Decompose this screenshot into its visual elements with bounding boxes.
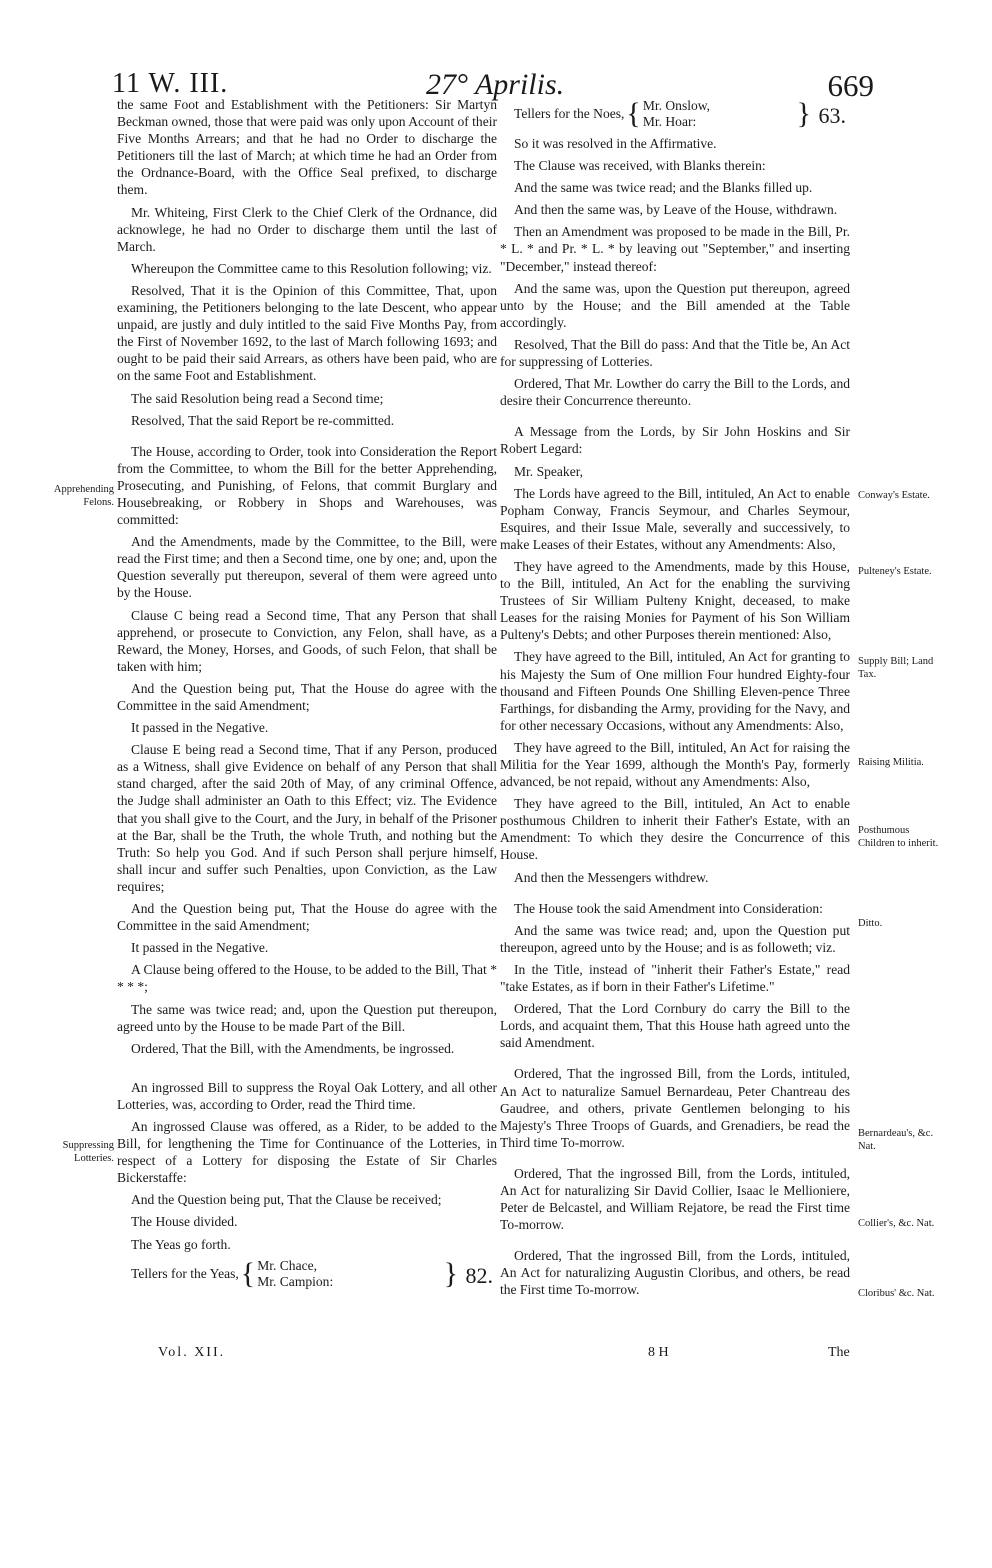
paragraph: And the same was, upon the Question put thereupon, agreed unto by the House; and the Bill amended at the Table accordingly. bbox=[500, 280, 850, 330]
paragraph: It passed in the Negative. bbox=[131, 940, 269, 956]
paragraph: They have agreed to the Bill, intituled, An Act for raising the Militia for the Year 1699, although the Month's Pay, formerly advanced, be not repaid, without any Amendments: Also, bbox=[500, 739, 850, 790]
paragraph: Resolved, That the said Report be re-committed. bbox=[131, 412, 395, 428]
paragraph: Ordered, That Mr. Lowther do carry the Bill to the Lords, and desire their Concurrence thereunto. bbox=[500, 376, 850, 409]
margin-note: Raising Militia. bbox=[858, 757, 924, 768]
margin-note: Supply Bill; Land Tax. bbox=[858, 656, 934, 680]
paragraph: A Message from the Lords, by Sir John Hoskins and Sir Robert Legard: bbox=[500, 424, 850, 457]
vote-count-value: 82. bbox=[465, 1262, 493, 1288]
vote-count-value: 63. bbox=[818, 103, 846, 128]
paragraph: And then the Messengers withdrew. bbox=[514, 869, 709, 885]
catchword: The bbox=[828, 1345, 850, 1360]
tellers-names bbox=[257, 1258, 333, 1290]
paragraph: And the Amendments, made by the Committee, to the Bill, were read the First time; and then a Second time, one by one; and, upon the Question severally put thereupon, several of them were agreed unto by the House. bbox=[117, 534, 497, 601]
paragraph: And the Question being put, That the House do agree with the Committee in the said Amendment; bbox=[117, 680, 497, 713]
paragraph: Resolved, That it is the Opinion of this Committee, That, upon examining, the Petitioners belonging to the late Descent, who appear unpaid, are justly and duly intitled to the said Five Months Pay, from the First of November 1692, to the last of March following 1693; and ought to be paid their said Arrears, as others have been paid, who are on the same Foot and Establishment. bbox=[117, 282, 497, 384]
paragraph: Ordered, That the Lord Cornbury do carry the Bill to the Lords, and acquaint them, That this House hath agreed unto the said Amendment. bbox=[500, 1001, 850, 1051]
paragraph: And the Question being put, That the Clause be received; bbox=[131, 1192, 442, 1208]
teller-name: Mr. Campion: bbox=[257, 1273, 334, 1289]
tellers-label: Tellers for the Noes, bbox=[514, 106, 625, 122]
teller-name: Mr. Chace, bbox=[257, 1257, 318, 1273]
margin-note: Pulteney's Estate. bbox=[858, 566, 932, 577]
margin-note: Conway's Estate. bbox=[858, 490, 930, 501]
margin-note: Ditto. bbox=[858, 918, 883, 929]
paragraph: An ingrossed Clause was offered, as a Rider, to be added to the Bill, for lengthening the Time for Continuance of the Lotteries, in respect of a Lottery for disposing the Estate of Sir Charles Bickerstaffe: bbox=[117, 1118, 497, 1186]
paragraph: The House took the said Amendment into Consideration: bbox=[514, 900, 823, 916]
paragraph: The said Resolution being read a Second time; bbox=[131, 390, 384, 406]
tellers-noes bbox=[500, 98, 850, 130]
paragraph: The House divided. bbox=[131, 1214, 238, 1230]
right-column bbox=[500, 96, 850, 1304]
paragraph: Mr. Whiteing, First Clerk to the Chief Clerk of the Ordnance, did acknowlege, he had no Order to discharge them until the last of March. bbox=[117, 204, 497, 254]
brace-glyph: } bbox=[796, 97, 811, 130]
margin-note: Posthumous Children to inherit. bbox=[858, 825, 939, 849]
paragraph: The Yeas go forth. bbox=[131, 1236, 231, 1252]
vote-count bbox=[442, 1256, 497, 1290]
vote-count bbox=[795, 99, 850, 129]
volume-label: Vol. XII. bbox=[158, 1345, 226, 1360]
paragraph: Ordered, That the ingrossed Bill, from the Lords, intituled, An Act for naturalizing Augustin Cloribus, and others, be read the First time To-morrow. bbox=[500, 1248, 850, 1298]
tellers-names bbox=[643, 98, 710, 130]
tellers-label: Tellers for the Yeas, bbox=[131, 1266, 239, 1282]
paragraph: Clause C being read a Second time, That any Person that shall apprehend, or prosecute to Conviction, any Felon, shall have, as a Reward, the Money, Horses, and Goods, of such Felon, that shall be taken with him; bbox=[117, 607, 497, 674]
teller-name: Mr. Onslow, bbox=[642, 98, 711, 113]
paragraph: Ordered, That the ingrossed Bill, from the Lords, intituled, An Act for naturalizing Sir David Collier, Isaac le Mellioniere, Peter de Belcastel, and William Rejatore, be read the First time To-morrow. bbox=[500, 1165, 850, 1233]
paragraph: And the Question being put, That the House do agree with the Committee in the said Amendment; bbox=[117, 901, 497, 934]
paragraph: The same was twice read; and, upon the Question put thereupon, agreed unto by the House to be made Part of the Bill. bbox=[117, 1001, 497, 1034]
margin-note: Cloribus' &c. Nat. bbox=[858, 1288, 935, 1299]
margin-note: Collier's, &c. Nat. bbox=[858, 1218, 935, 1229]
paragraph: In the Title, instead of "inherit their Father's Estate," read "take Estates, as if born in their Father's Lifetime." bbox=[500, 961, 850, 995]
paragraph: They have agreed to the Bill, intituled, An Act for granting to his Majesty the Sum of One million Four hundred Eighty-four thousand and Fifteen Pounds One Shilling Eleven-pence Three Farthings, for disbanding the Army, providing for the Navy, and for other necessary Occasions, without any Amendments: Also, bbox=[500, 649, 850, 733]
left-column bbox=[117, 96, 497, 1295]
running-head-date: 27° Aprilis. bbox=[426, 68, 565, 101]
paragraph: They have agreed to the Bill, intituled, An Act to enable posthumous Children to inherit their Father's Estate, with an Amendment: To which they desire the Concurrence of this House. bbox=[500, 796, 850, 863]
paragraph: And the same was twice read; and the Blanks filled up. bbox=[514, 180, 813, 196]
paragraph: the same Foot and Establishment with the Petitioners: Sir Martyn Beckman owned, those that were paid was only upon Account of their Five Months Arrears; and that he had no Order to discharge the Petitioners till the last of March; at which time he had an Order from the Ordnance-Board, with the Office Seal prefixed, to discharge them. bbox=[117, 97, 497, 198]
tellers-yeas bbox=[117, 1258, 497, 1290]
page-number: 669 bbox=[827, 68, 874, 103]
paragraph: Clause E being read a Second time, That if any Person, produced as a Witness, shall give Evidence on behalf of any Person that shall stand charged, after the said 20th of May, of any criminal Offence, the Judge shall administer an Oath to this Effect; viz. The Evidence that you shall give to the Court, and the Jury, in behalf of the Prisoner at the Bar, shall be the Truth, the whole Truth, and nothing but the Truth: So help you God. And if such Person shall perjure himself, shall incur and suffer such Penalties, upon Conviction, as the Law requires; bbox=[117, 742, 497, 894]
paragraph: They have agreed to the Amendments, made by this House, to the Bill, intituled, An Act for the enabling the surviving Trustees of Sir William Pulteny Knight, deceased, to make Leases for the raising Monies for Payment of his Son William Pulteny's Debts; and other Purposes therein mentioned: Also, bbox=[500, 558, 850, 643]
paragraph: The House, according to Order, took into Consideration the Report from the Committee, to whom the Bill for the better Apprehending, Prosecuting, and Punishing, of Felons, that commit Burglary and Housebreaking, or Robbery in Shops and Warehouses, was committed: bbox=[117, 443, 497, 528]
paragraph: Resolved, That the Bill do pass: And that the Title be, An Act for suppressing of Lotteries. bbox=[500, 336, 850, 370]
margin-note: Bernardeau's, &c. Nat. bbox=[858, 1128, 934, 1152]
paragraph: Ordered, That the ingrossed Bill, from the Lords, intituled, An Act to naturalize Samuel Bernardeau, Peter Chantreau des Gaudree, and others, private Gentlemen belonging to his Majesty's Three Troops of Guards, and Grenadiers, be read the Third time To-morrow. bbox=[500, 1066, 850, 1150]
paragraph: The Lords have agreed to the Bill, intituled, An Act to enable Popham Conway, Francis Seymour, and Charles Seymour, Esquires, and their Issue Male, severally and successively, to make Leases of their Estates, without any Amendments: Also, bbox=[500, 485, 850, 552]
margin-note: Suppressing Lotteries. bbox=[62, 1140, 114, 1164]
brace-glyph: { bbox=[240, 1256, 256, 1290]
paragraph: And then the same was, by Leave of the House, withdrawn. bbox=[514, 202, 838, 218]
paragraph: So it was resolved in the Affirmative. bbox=[514, 136, 717, 151]
margin-note: Apprehending Felons. bbox=[53, 484, 114, 508]
paragraph: Then an Amendment was proposed to be made in the Bill, Pr. * L. * and Pr. * L. * by leaving out "September," and inserting "December," instead thereof: bbox=[500, 224, 850, 274]
signature-mark: 8 H bbox=[648, 1345, 669, 1360]
paragraph: A Clause being offered to the House, to be added to the Bill, That * * * *; bbox=[117, 962, 497, 995]
paragraph: An ingrossed Bill to suppress the Royal Oak Lottery, and all other Lotteries, was, according to Order, read the Third time. bbox=[117, 1079, 497, 1112]
teller-name: Mr. Hoar: bbox=[642, 114, 697, 129]
paragraph: And the same was twice read; and, upon the Question put thereupon, agreed unto by the House; and is as followeth; viz. bbox=[500, 922, 850, 955]
brace-glyph: { bbox=[626, 97, 641, 130]
paragraph: Whereupon the Committee came to this Resolution following; viz. bbox=[131, 260, 492, 276]
paragraph: The Clause was received, with Blanks therein: bbox=[514, 158, 766, 174]
running-head-left: 11 W. III. bbox=[112, 68, 229, 99]
paragraph: Mr. Speaker, bbox=[514, 463, 584, 479]
paragraph: Ordered, That the Bill, with the Amendments, be ingrossed. bbox=[131, 1040, 455, 1056]
brace-glyph: } bbox=[443, 1256, 458, 1290]
paragraph: It passed in the Negative. bbox=[131, 720, 269, 736]
